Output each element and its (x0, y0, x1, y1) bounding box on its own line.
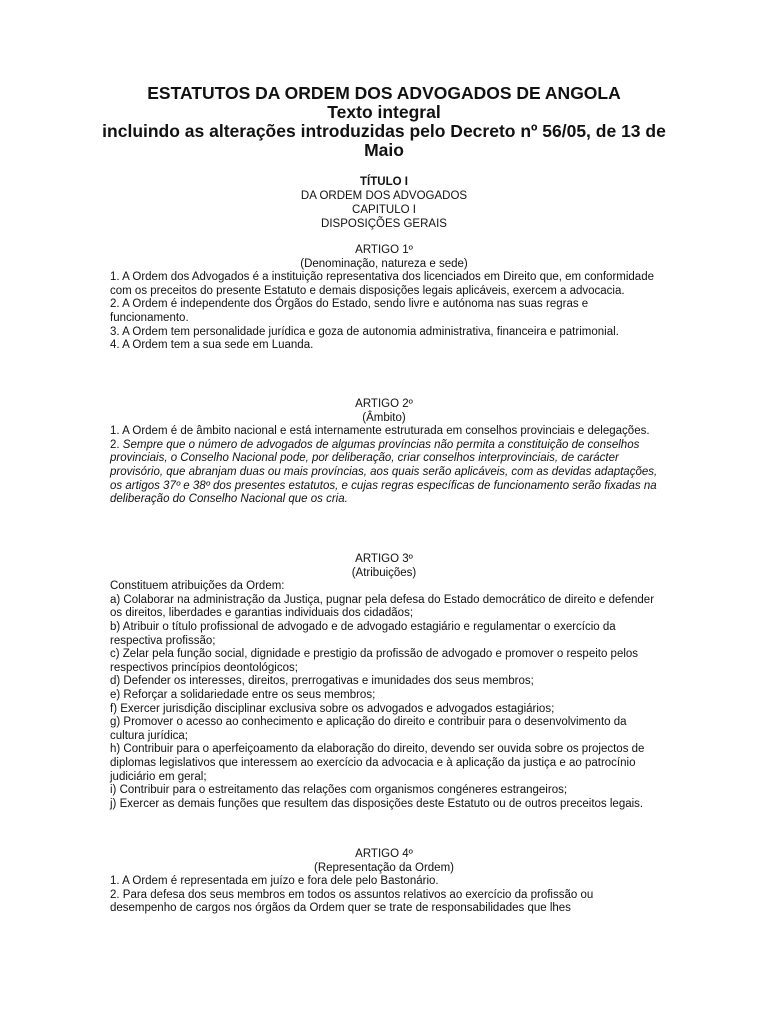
artigo-3-section (110, 553, 658, 811)
artigo-4-heading: ARTIGO 4º (355, 848, 413, 860)
artigo-3-item: f) Exercer jurisdição disciplinar exclusiva sobre os advogados e advogados estagiários; (110, 702, 555, 715)
artigo-1-paragraph: 4. A Ordem tem a sua sede em Luanda. (110, 339, 314, 352)
artigo-4-paragraph: 1. A Ordem é representada em juízo e fora dele pelo Bastonário. (110, 875, 439, 888)
artigo-3-item: e) Reforçar a solidariedade entre os seus membros; (110, 688, 376, 701)
artigo-2-paragraph-italic (110, 439, 658, 507)
document-heading (100, 84, 668, 160)
artigo-1-paragraph: 3. A Ordem tem personalidade jurídica e goza de autonomia administrativa, financeira e patrimonial. (110, 325, 619, 338)
artigo-3-item: j) Exercer as demais funções que resultem das disposições deste Estatuto ou de outros preceitos legais. (110, 797, 644, 810)
document-subtitle: Texto integral (327, 102, 441, 122)
artigo-3-item: b) Atribuir o título profissional de advogado e de advogado estagiário e regulamentar o exercício da respectiva profissão; (110, 620, 616, 647)
document-title: ESTATUTOS DA ORDEM DOS ADVOGADOS DE ANGOLA (147, 83, 621, 103)
artigo-1-heading: ARTIGO 1º (355, 244, 413, 256)
artigo-2-paragraph-text: Sempre que o número de advogados de algumas províncias não permita a constituição de conselhos provinciais, o Conselho Nacional pode, por deliberação, criar conselhos interprovinciais, de carácter provisório, que abranjam duas ou mais províncias, aos quais serão aplicáveis, com as devidas adaptações, os artigos 37º e 38º dos presentes estatutos, e cujas regras específicas de funcionamento serão fixadas na deliberação do Conselho Nacional que os cria. (110, 438, 658, 506)
artigo-3-item: d) Defender os interesses, direitos, prerrogativas e imunidades dos seus membros; (110, 675, 534, 688)
artigo-1-paragraph: 1. A Ordem dos Advogados é a instituição representativa dos licenciados em Direito que, em conformidade com os preceitos do presente Estatuto e demais disposições legais aplicáveis, exercem a advocacia. (110, 271, 654, 297)
artigo-3-intro: Constituem atribuições da Ordem: (110, 580, 285, 593)
artigo-4-subtitle: (Representação da Ordem) (314, 861, 454, 874)
titulo-block (100, 175, 668, 231)
artigo-1-paragraph: 2. A Ordem é independente dos Órgãos do Estado, sendo livre e autónoma nas suas regras e funcionamento. (110, 298, 589, 324)
artigo-1-subtitle: (Denominação, natureza e sede) (300, 257, 468, 270)
titulo-label: TÍTULO I (360, 176, 408, 188)
artigo-4-section (110, 848, 658, 916)
artigo-1-section (110, 244, 658, 353)
artigo-4-paragraph: 2. Para defesa dos seus membros em todos os assuntos relativos ao exercício da profissão ou desempenho de cargos nos órgãos da Ordem quer se trate de responsabilidades que lhes (110, 888, 594, 915)
artigo-3-item: c) Zelar pela função social, dignidade e prestigio da profissão de advogado e promover o respeito pelos respectivos princípios deontológicos; (110, 648, 639, 674)
artigo-3-item: g) Promover o acesso ao conhecimento e aplicação do direito e contribuir para o desenvolvimento da cultura jurídica; (110, 716, 627, 742)
titulo-name: DA ORDEM DOS ADVOGADOS (300, 190, 468, 202)
document-amendment-note: incluindo as alterações introduzidas pelo Decreto nº 56/05, de 13 de Maio (102, 121, 666, 160)
artigo-2-paragraph-number: 2. (110, 438, 123, 451)
disposicoes-label: DISPOSIÇÕES GERAIS (321, 218, 447, 230)
artigo-2-subtitle: (Âmbito) (362, 411, 406, 424)
artigo-2-paragraph: 1. A Ordem é de âmbito nacional e está internamente estruturada em conselhos provinciais e delegações. (110, 425, 650, 438)
artigo-3-item: a) Colaborar na administração da Justiça, pugnar pela defesa do Estado democrático de direito e defender os direitos, liberdades e garantias individuais dos cidadãos; (110, 593, 655, 620)
artigo-2-heading: ARTIGO 2º (355, 398, 413, 410)
artigo-2-section (110, 398, 658, 507)
artigo-3-item: h) Contribuir para o aperfeiçoamento da elaboração do direito, devendo ser ouvida sobre os projectos de diplomas legislativos que interessem ao exercício da advocacia e à aplicação da justiça e ao patrocínio judiciário em geral; (110, 743, 645, 783)
capitulo-label: CAPITULO I (352, 204, 416, 216)
artigo-3-subtitle: (Atribuições) (351, 566, 417, 579)
artigo-3-item: i) Contribuir para o estreitamento das relações com organismos congéneres estrangeiros; (110, 784, 568, 797)
artigo-3-heading: ARTIGO 3º (355, 553, 413, 565)
